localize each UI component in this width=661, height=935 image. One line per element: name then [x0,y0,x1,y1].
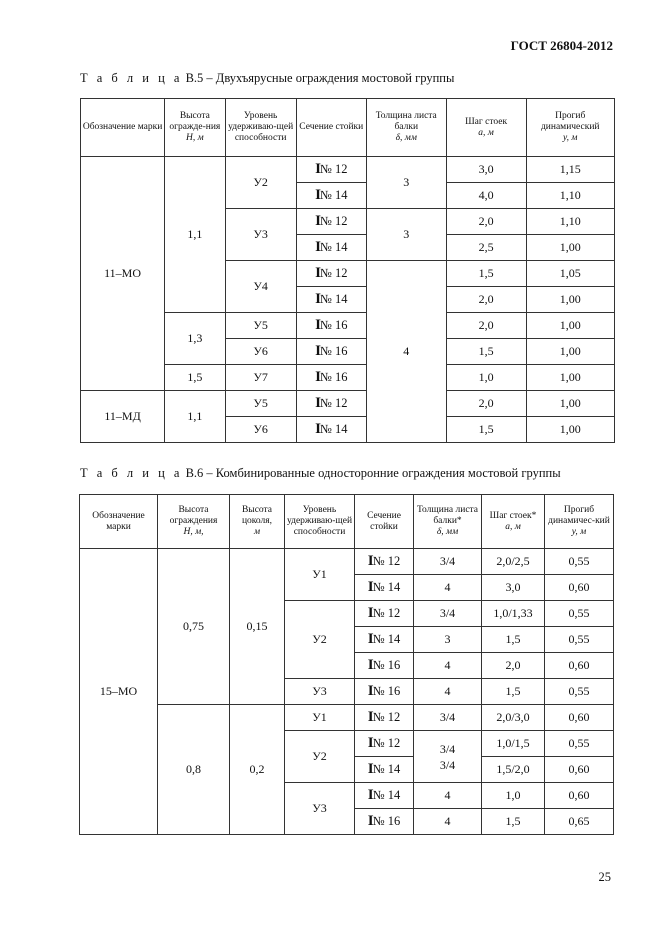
step-cell: 1,0 [446,365,526,391]
th-deflection: Прогиб динамический y, м [526,99,615,157]
deflection-cell: 0,55 [545,679,614,705]
section-cell: I№ 14 [355,627,414,653]
step-cell: 1,5 [446,261,526,287]
mark-cell: 11–МО [81,157,165,391]
thickness-cell: 4 [366,261,446,443]
page-number: 25 [598,870,611,884]
section-cell: I№ 12 [296,391,366,417]
th-section: Сечение стойки [355,495,414,549]
i-beam-icon: I [367,787,373,803]
i-beam-icon: I [315,317,320,333]
table6-caption: Т а б л и ц а В.6 – Комбинированные односторонние ограждения мостовой группы [80,466,561,480]
th-height: Высота ограждения H, м, [158,495,230,549]
thickness-cell: 3/4 3/4 [414,731,482,783]
deflection-cell: 0,55 [545,627,614,653]
height-cell: 1,1 [165,391,225,443]
section-cell: I№ 16 [355,679,414,705]
section-cell: I№ 16 [296,313,366,339]
step-cell: 1,0/1,5 [482,731,545,757]
section-cell: I№ 12 [355,549,414,575]
i-beam-icon: I [367,735,373,751]
step-cell: 3,0 [446,157,526,183]
height-cell: 1,3 [165,313,225,365]
i-beam-icon: I [367,683,373,699]
level-cell: У1 [285,549,355,601]
table-row [81,391,615,417]
level-cell: У5 [225,313,296,339]
level-cell: У2 [285,731,355,783]
step-cell: 2,0 [446,313,526,339]
level-cell: У6 [225,339,296,365]
thickness-cell: 4 [414,809,482,835]
step-cell: 1,5 [482,809,545,835]
section-cell: I№ 14 [296,417,366,443]
deflection-cell: 1,00 [526,287,615,313]
section-cell: I№ 12 [355,601,414,627]
th-level: Уровень удерживаю-щей способности [225,99,296,157]
height-cell: 1,5 [165,365,225,391]
section-cell: I№ 12 [355,731,414,757]
thickness-cell: 4 [414,783,482,809]
i-beam-icon: I [367,761,373,777]
i-beam-icon: I [315,187,320,203]
deflection-cell: 1,05 [526,261,615,287]
table5-caption: Т а б л и ц а В.5 – Двухъярусные ограждения мостовой группы [80,71,455,85]
section-cell: I№ 14 [355,757,414,783]
table-row [80,549,614,575]
i-beam-icon: I [315,395,320,411]
deflection-cell: 1,00 [526,417,615,443]
th-deflection: Прогиб динамичес-кий y, м [545,495,614,549]
level-cell: У7 [225,365,296,391]
deflection-cell: 0,60 [545,783,614,809]
table-row [81,157,615,183]
step-cell: 2,0 [482,653,545,679]
level-cell: У3 [285,679,355,705]
step-cell: 1,5 [446,417,526,443]
deflection-cell: 0,60 [545,575,614,601]
thickness-cell: 3/4 [414,601,482,627]
mark-cell: 15–МО [80,549,158,835]
i-beam-icon: I [367,657,373,673]
document-code: ГОСТ 26804-2012 [510,38,613,53]
i-beam-icon: I [367,579,373,595]
step-cell: 2,0/3,0 [482,705,545,731]
deflection-cell: 0,65 [545,809,614,835]
level-cell: У3 [225,209,296,261]
deflection-cell: 1,10 [526,183,615,209]
table5-header-row [81,99,615,157]
deflection-cell: 1,00 [526,365,615,391]
thickness-cell: 4 [414,575,482,601]
section-cell: I№ 12 [296,261,366,287]
th-height: Высота огражде-ния H, м [165,99,225,157]
th-mark: Обозначение марки [80,495,158,549]
thickness-cell: 3 [366,209,446,261]
section-cell: I№ 14 [355,575,414,601]
section-cell: I№ 14 [296,235,366,261]
height-cell: 1,1 [165,157,225,313]
level-cell: У1 [285,705,355,731]
step-cell: 2,0 [446,209,526,235]
i-beam-icon: I [315,343,320,359]
i-beam-icon: I [315,239,320,255]
section-cell: I№ 16 [296,339,366,365]
deflection-cell: 0,55 [545,601,614,627]
thickness-cell: 3 [366,157,446,209]
level-cell: У4 [225,261,296,313]
i-beam-icon: I [367,709,373,725]
deflection-cell: 1,00 [526,339,615,365]
deflection-cell: 0,60 [545,757,614,783]
deflection-cell: 1,15 [526,157,615,183]
plinth-cell: 0,2 [230,705,285,835]
i-beam-icon: I [315,369,320,385]
thickness-cell: 4 [414,653,482,679]
deflection-cell: 0,55 [545,731,614,757]
step-cell: 2,0 [446,287,526,313]
step-cell: 3,0 [482,575,545,601]
step-cell: 1,0/1,33 [482,601,545,627]
i-beam-icon: I [367,631,373,647]
section-cell: I№ 16 [355,809,414,835]
i-beam-icon: I [367,813,373,829]
thickness-cell: 3 [414,627,482,653]
step-cell: 4,0 [446,183,526,209]
thickness-cell: 3/4 [414,549,482,575]
deflection-cell: 1,00 [526,391,615,417]
i-beam-icon: I [367,605,373,621]
section-cell: I№ 12 [296,209,366,235]
height-cell: 0,75 [158,549,230,705]
section-cell: I№ 12 [296,157,366,183]
level-cell: У2 [285,601,355,679]
thickness-cell: 4 [414,679,482,705]
section-cell: I№ 16 [296,365,366,391]
section-cell: I№ 12 [355,705,414,731]
i-beam-icon: I [315,291,320,307]
deflection-cell: 0,60 [545,653,614,679]
deflection-cell: 0,55 [545,549,614,575]
th-section: Сечение стойки [296,99,366,157]
deflection-cell: 1,00 [526,313,615,339]
table6-header-row [80,495,614,549]
mark-cell: 11–МД [81,391,165,443]
level-cell: У2 [225,157,296,209]
th-thickness: Толщина листа балки* δ, мм [414,495,482,549]
i-beam-icon: I [315,265,320,281]
th-plinth: Высота цоколя, м [230,495,285,549]
height-cell: 0,8 [158,705,230,835]
th-thickness: Толщина листа балки δ, мм [366,99,446,157]
level-cell: У6 [225,417,296,443]
th-step: Шаг стоек* a, м [482,495,545,549]
deflection-cell: 1,10 [526,209,615,235]
step-cell: 1,0 [482,783,545,809]
section-cell: I№ 14 [355,783,414,809]
step-cell: 1,5 [482,679,545,705]
step-cell: 2,0 [446,391,526,417]
section-cell: I№ 16 [355,653,414,679]
i-beam-icon: I [315,213,320,229]
step-cell: 1,5 [446,339,526,365]
table-b6 [79,494,614,835]
thickness-cell: 3/4 [414,705,482,731]
th-level: Уровень удерживаю-щей способности [285,495,355,549]
i-beam-icon: I [315,161,320,177]
th-mark: Обозначение марки [81,99,165,157]
table-b5 [80,98,615,443]
th-step: Шаг стоек a, м [446,99,526,157]
section-cell: I№ 14 [296,287,366,313]
deflection-cell: 1,00 [526,235,615,261]
step-cell: 1,5 [482,627,545,653]
section-cell: I№ 14 [296,183,366,209]
step-cell: 2,0/2,5 [482,549,545,575]
plinth-cell: 0,15 [230,549,285,705]
i-beam-icon: I [367,553,373,569]
level-cell: У3 [285,783,355,835]
table-row [80,705,614,731]
i-beam-icon: I [315,421,320,437]
level-cell: У5 [225,391,296,417]
step-cell: 1,5/2,0 [482,757,545,783]
deflection-cell: 0,60 [545,705,614,731]
step-cell: 2,5 [446,235,526,261]
